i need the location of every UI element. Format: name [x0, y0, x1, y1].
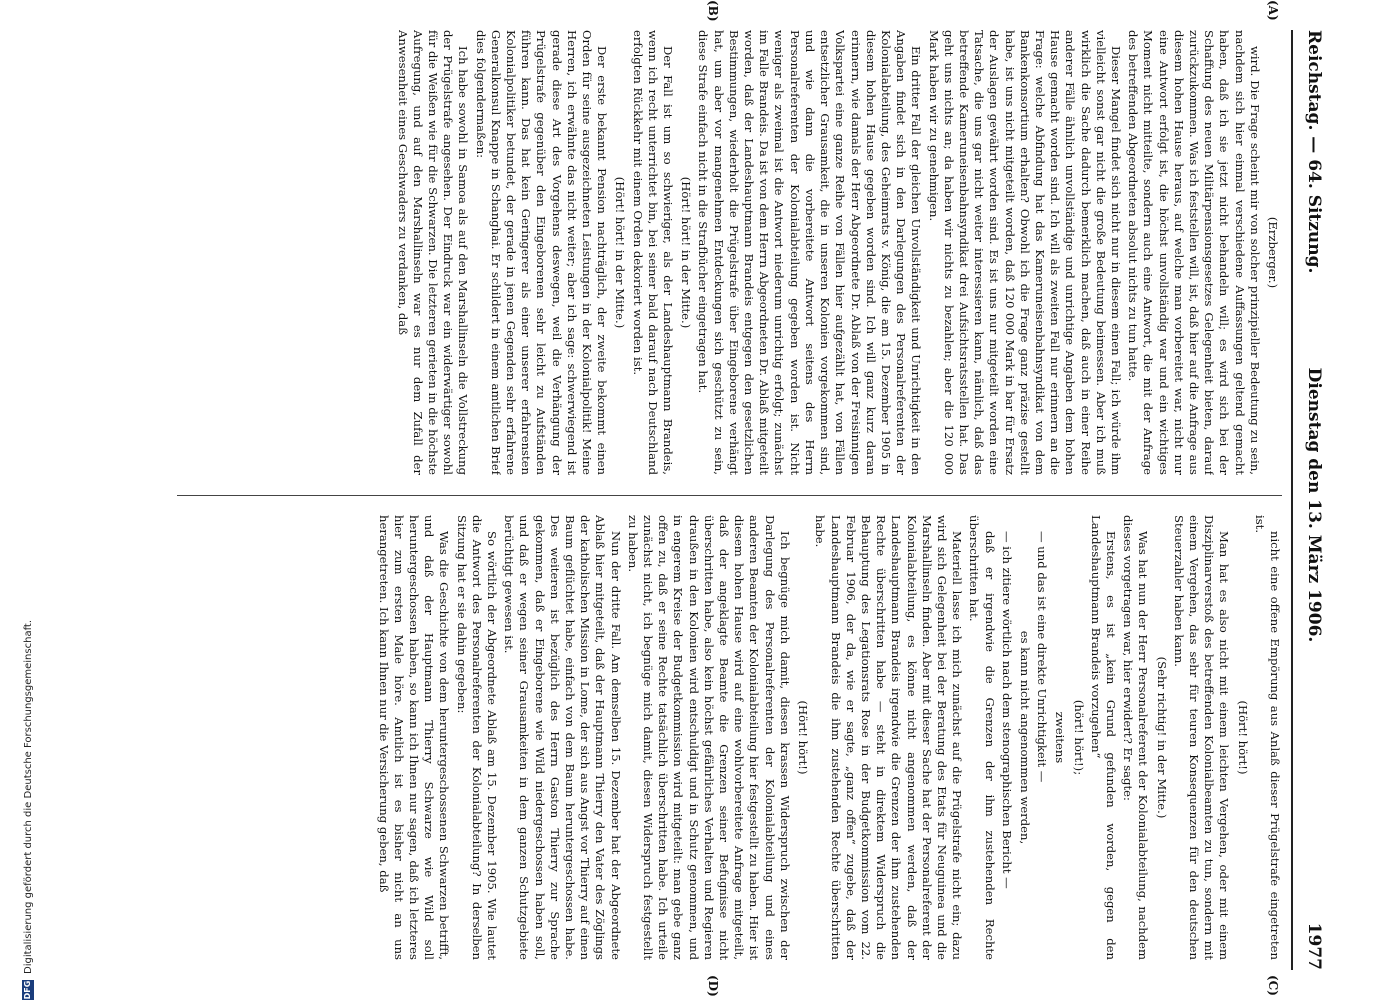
header-title: Reichstag. — 64. Sitzung.	[1304, 30, 1324, 274]
header-date: Dienstag den 13. März 1906.	[1304, 367, 1324, 643]
paragraph: Man hat es also nicht mit einem leichten Vergehen, oder mit einem Disziplinarverstoß des betreffenden Kolonialbeamten zu tun, sondern mit einem Vergehen, das sehr für teuren Konsequenzen für den deutschen Steuerzahler haben kann.	[1171, 515, 1232, 960]
paragraph: Was die Geschichte von dem heruntergeschossenen Schwarzen betrifft, und daß der Hauptmann Thierry Schwarze wie Wild soll heruntergeschossen haben, so kann ich Ihnen nur sagen, daß ich letzteres hier zum ersten Male höre. Amtlich ist es bisher nicht an uns herangetreten. Ich kann Ihnen nur die Versicherung geben, daß	[376, 515, 452, 960]
paragraph: Ein dritter Fall der gleichen Unvollständigkeit und Unrichtigkeit in den Angaben findet sich in den Darlegungen des Personalreferenten der Kolonialabteilung, des Geheimrats v. König, die am 15. Dezember 1905 in diesem hohen Hause gegeben worden sind. Ich will ganz kurz daran erinnern, wie damals der Herr Abgeordnete Dr. Ablaß von der Freisinnigen Volkspartei eine ganze Reihe von Fällen hier aufgezählt hat, von Fällen entsetzlicher Grausamkeit, die in unseren Kolonien vorgekommen sind, und wie dann die vorbereitete Antwort seitens des Herrn Personalreferenten der Kolonialabteilung gegeben worden ist. Nicht weniger als zweimal ist die Antwort niederum unrichtig erfolgt; zunächst im Falle Brandeis. Da ist von dem Herrn Abgeordneten Dr. Ablaß mitgeteilt worden, daß der Landeshauptmann Brandeis entgegen den gesetzlichen Bestimmungen, wiederholt die Prügelstrafe über Eingeborene verhängt hat, um aber vor mangenehmen Entdeckungen sich geschützt zu sein, diese Strafe einfach nicht in die Strafbücher eingetragen hat.	[696, 30, 924, 475]
paragraph: Der erste bekannt Pension nachträglich, der zweite bekommt einen Orden für seine ausgezeichneten Leistungen in der Kolonialpolitik! Meine Herren, ich erwähnte das nicht weiter; aber ich sage: schwerwiegend ist gerade diese Art des Vorgehens deswegen, weil die Verhängung der Prügelstrafe gegenüber den Eingeborenen sehr leicht zu Aufständen führen kann. Das hat kein Geringerer als einer unserer erfahrensten Kolonialpolitiker betundet, der gerade in jenen Gegenden sehr erfahrene Generalkonsul Knappe in Schanghai. Er schildert in einem amtlichen Brief dies folgendermaßen:	[473, 30, 610, 475]
paragraph: Ich begnüge mich damit, diesen krassen Widerspruch zwischen der Darlegung des Personalreferenten der Kolonialabteilung und eines anderen Beamten der Kolonialabteilung hier festgestellt zu haben. Hier ist diesem hohen Hause wird auf eine wohlvorbereitete Anfrage mitgeteilt, daß der angeklagte Beamte die Grenzen seiner Befugnisse nicht überschritten habe, also kein höchst gefährliches Verhalten und Regieren draußen in den Kolonien wird entschuldigt und in Schutz genommen, und in engerem Kreise der Budgetkommission wird mitgeteilt: man gebe ganz offen zu, daß er seine Rechte tatsächlich überschritten habe. Ich urteile zunächst nicht, ich begnüge mich damit, diesen Widerspruch festgestellt zu haben.	[625, 515, 792, 960]
paragraph: (hört! hört!);	[1071, 699, 1086, 776]
paragraph: (Hört! hört! in der Mitte.)	[679, 176, 694, 329]
paragraph: (Erzberger.)	[1266, 216, 1280, 289]
paragraph: — ich zitiere wörtlich nach dem stenographischen Bericht —	[999, 531, 1014, 889]
paragraph: So wörtlich der Abgeordnete Ablaß am 15. Dezember 1905. Wie lautet die Antwort des Personalreferenten der Kolonialabteilung? In derselben Sitzung hat er sie dahin gegeben:	[454, 515, 500, 960]
paragraph: zweitens	[1053, 711, 1068, 764]
footer-text: Digitalisierung gefördert durch die Deutsche Forschungsgemeinschaft.	[23, 619, 34, 974]
text-column-right	[172, 515, 1282, 960]
paragraph: Der Fall ist um so schwieriger, als der Landeshauptmann Brandeis, wenn ich recht unterrichtet bin, bei seiner bald darauf nach Deutschland erfolgten Rückkehr mit einem Orden dekoriert worden ist.	[630, 30, 676, 475]
page-number: 1977	[1304, 922, 1324, 970]
paragraph: Materiell lasse ich mich zunächst auf die Prügelstrafe nicht ein; dazu wird sich Gelegenheit bei der Beratung des Etats für Neuguinea und die Marshallinseln finden. Aber mit dieser Sache hat der Personalreferent der Kolonialabteilung, es könne nicht angenommen werden, daß der Landeshauptmann Brandeis irgendwie die Grenzen der ihm zustehenden Rechte überschritten habe — steht in direktem Widerspruch die Behauptung des Legationsrats Rose in der Budgetkommission vom 22. Februar 1906, der da, wie er sagte, „ganz offen“ zugebe, daß der Landeshauptmann Brandeis die ihm zustehenden Rechte überschritten habe.	[813, 515, 965, 960]
paragraph: (Hört! hört!)	[1235, 700, 1250, 775]
margin-letter-a: (A)	[1266, 0, 1280, 21]
text-column-left	[172, 30, 1282, 475]
paragraph: Erstens, es ist „kein Grund gefunden worden, gegen den Landeshauptmann Brandeis vorzugehen“	[1088, 515, 1118, 960]
paragraph: Was hat nun der Herr Personalreferent der Kolonialabteilung, nachdem dieses vorgetragen war, hier erwidert? Er sagte:	[1121, 515, 1151, 960]
paragraph: Dieser Mangel findet sich nicht nur in diesem einen Fall; ich würde ihm vielleicht sonst gar nicht die große Bedeutung beimessen. Aber ich muß wirklich die Sache dadurch bemerklich machen, daß auch in einer Reihe anderer Fälle ähnlich unvollständige und unrichtige Angaben dem hohen Hause gemacht worden sind. Ich will als zweiten Fall nur erinnern an die Frage: welche Abfindung hat das Kameruneisenbahnsyndikat von dem Bankenkonsortium erhalten? Obwohl ich die Frage ganz präzise gestellt habe, ist uns nicht mitgeteilt worden, daß 120 000 Mark in bar für Ersatz der Auslagen gewährt worden sind. Es ist uns nur mitgeteilt worden eine Tatsache, die uns gar nicht weiter interessieren kann, nämlich, daß das betreffende Kameruneisenbahnsyndikat drei Aufsichtsratsstellen hat. Das geht uns nichts an; da haben wir nichts zu bezahlen; aber die 120 000 Mark haben wir zu genehmigen.	[926, 30, 1123, 475]
paragraph: nicht eine offene Empörung aus Anlaß dieser Prügelstrafe eingetreten ist.	[1252, 515, 1282, 960]
digitization-footer	[22, 620, 34, 1000]
dfg-logo: DFG	[23, 980, 32, 1000]
margin-letter-b: (B)	[706, 0, 720, 22]
column-divider	[177, 495, 1282, 496]
paragraph: Ich habe sowohl in Samoa als auf den Marshallinseln die Vollstreckung der Prügelstrafe angesehen. Der Eindruck war ein widerwärtiger sowohl für die Weißen wie für die Schwarzen. Die letzteren gerieten in die höchste Aufregung, und auf den Marshallinseln war es nur dem Zufall der Anwesenheit eines Geschwaders zu verdanken, daß	[395, 30, 471, 475]
margin-letter-c: (C)	[1266, 975, 1280, 996]
margin-letter-d: (D)	[706, 975, 720, 997]
rotated-page	[160, 0, 1330, 997]
paragraph: wird. Die Frage scheint mir von solcher prinzipieller Bedeutung zu sein, nachdem sich hier einmal verschiedene Auffassungen geltend gemacht haben, daß ich sie jetzt nicht behandeln will; es wird sich bei der Schaffung des neuen Militärpensionsgesetzes Gelegenheit bieten, darauf zurückzukommen. Was ich feststellen will, ist, daß hier auf die Anfrage aus diesem hohen Hause heraus, auf welche man vorbereitet war, nicht nur eine Antwort erfolgt ist, die höchst unvollständig war und ein wichtiges Moment nicht mitteilte, sondern auch eine Antwort, die mit der Anfrage des betreffenden Abgeordneten absolut nichts zu tun hatte.	[1126, 30, 1262, 475]
paragraph: Nun der dritte Fall. Am demselben 15. Dezember hat der Abgeordnete Ablaß hier mitgeteilt, daß der Hauptmann Thierry den Vater des Zöglings der katholischen Mission in Lome, der sich aus Angst vor Thierry auf einen Baum geflüchtet habe, einfach von dem Baum heruntergeschossen habe. Des weiteren ist bezüglich des Herrn Gaston Thierry zur Sprache gekommen, daß er Eingeborene wie Wild niedergeschossen haben soll, und daß er wegen seiner Grausamkeiten in dem ganzen Schutzgebiete berüchtigt gewesen ist.	[502, 515, 623, 960]
header-rule	[1291, 30, 1293, 970]
paragraph: (Hört! hört!)	[796, 700, 811, 775]
paragraph: es kann nicht angenommen werden,	[1017, 630, 1032, 845]
page-header	[1296, 30, 1330, 970]
paragraph: daß er irgendwie die Grenzen der ihm zustehenden Rechte überschritten hat.	[967, 515, 997, 960]
paragraph: (Sehr richtig! in der Mitte.)	[1154, 656, 1169, 819]
paragraph: — und das ist eine direkte Unrichtigkeit —	[1035, 531, 1050, 783]
paragraph: (Hört! hört! in der Mitte.)	[613, 176, 628, 329]
